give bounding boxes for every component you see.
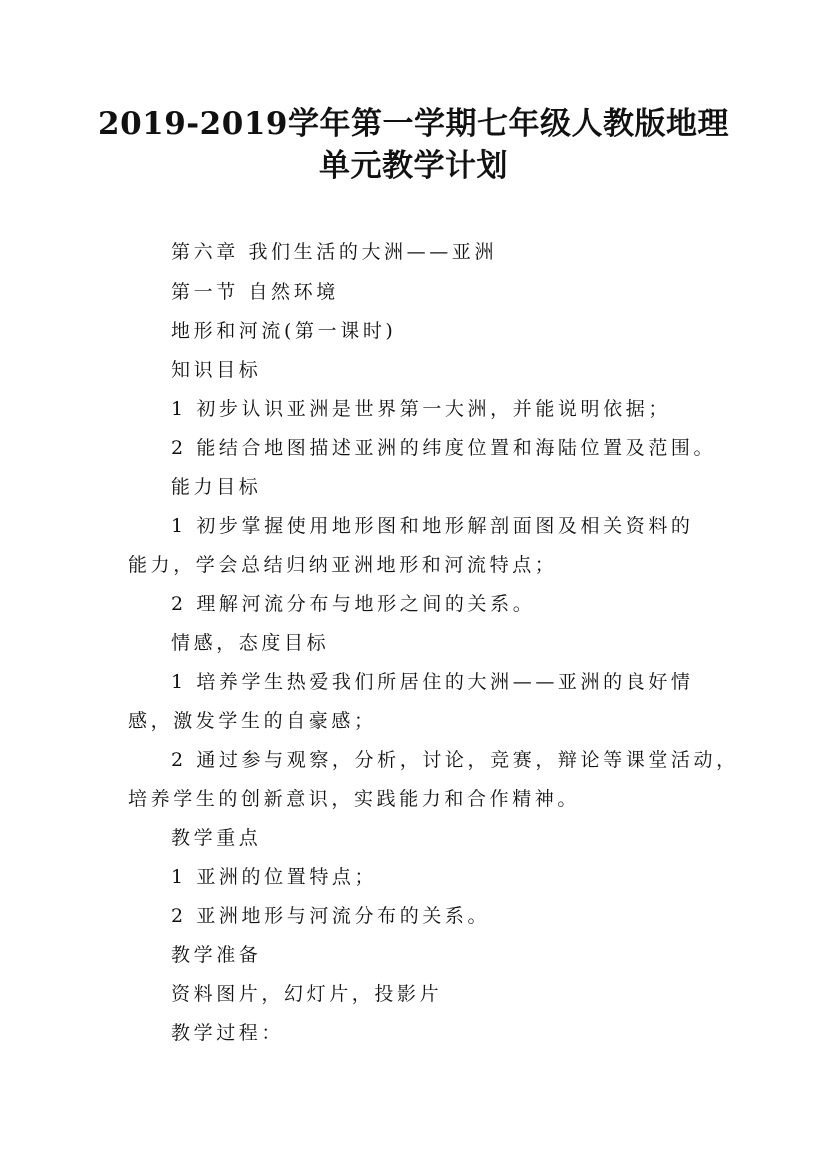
- section-heading: 第一节 自然环境: [171, 281, 339, 303]
- teaching-preparation-heading: 教学准备: [171, 944, 262, 966]
- knowledge-goal-1: 1 初步认识亚洲是世界第一大洲，并能说明依据；: [171, 398, 671, 420]
- teaching-focus-heading: 教学重点: [171, 827, 262, 849]
- emotion-goal-1-line-1: 1 培养学生热爱我们所居住的大洲——亚洲的良好情: [171, 671, 694, 693]
- emotion-goals-heading: 情感，态度目标: [171, 632, 330, 654]
- teaching-preparation-materials: 资料图片，幻灯片，投影片: [171, 983, 443, 1005]
- document-title-line-2: 单元教学计划: [319, 148, 508, 184]
- ability-goal-1-line-1: 1 初步掌握使用地形图和地形解剖面图及相关资料的: [171, 515, 694, 537]
- chapter-heading: 第六章 我们生活的大洲——亚洲: [171, 241, 498, 263]
- teaching-focus-2: 2 亚洲地形与河流分布的关系。: [171, 905, 491, 927]
- emotion-goal-1-line-2: 感，激发学生的自豪感；: [128, 710, 377, 732]
- knowledge-goal-2: 2 能结合地图描述亚洲的纬度位置和海陆位置及范围。: [171, 437, 717, 459]
- teaching-process-heading: 教学过程：: [171, 1022, 285, 1044]
- emotion-goal-2-line-2: 培养学生的创新意识，实践能力和合作精神。: [128, 788, 581, 810]
- document-title-line-1: 2019-2019学年第一学期七年级人教版地理: [98, 106, 729, 142]
- teaching-focus-1: 1 亚洲的位置特点；: [171, 866, 378, 888]
- ability-goal-1-line-2: 能力，学会总结归纳亚洲地形和河流特点；: [128, 554, 558, 576]
- ability-goals-heading: 能力目标: [171, 476, 262, 498]
- emotion-goal-2-line-1: 2 通过参与观察，分析，讨论，竞赛，辩论等课堂活动，: [171, 749, 739, 771]
- ability-goal-2: 2 理解河流分布与地形之间的关系。: [171, 593, 536, 615]
- lesson-topic: 地形和河流(第一课时): [171, 320, 397, 342]
- knowledge-goals-heading: 知识目标: [171, 359, 262, 381]
